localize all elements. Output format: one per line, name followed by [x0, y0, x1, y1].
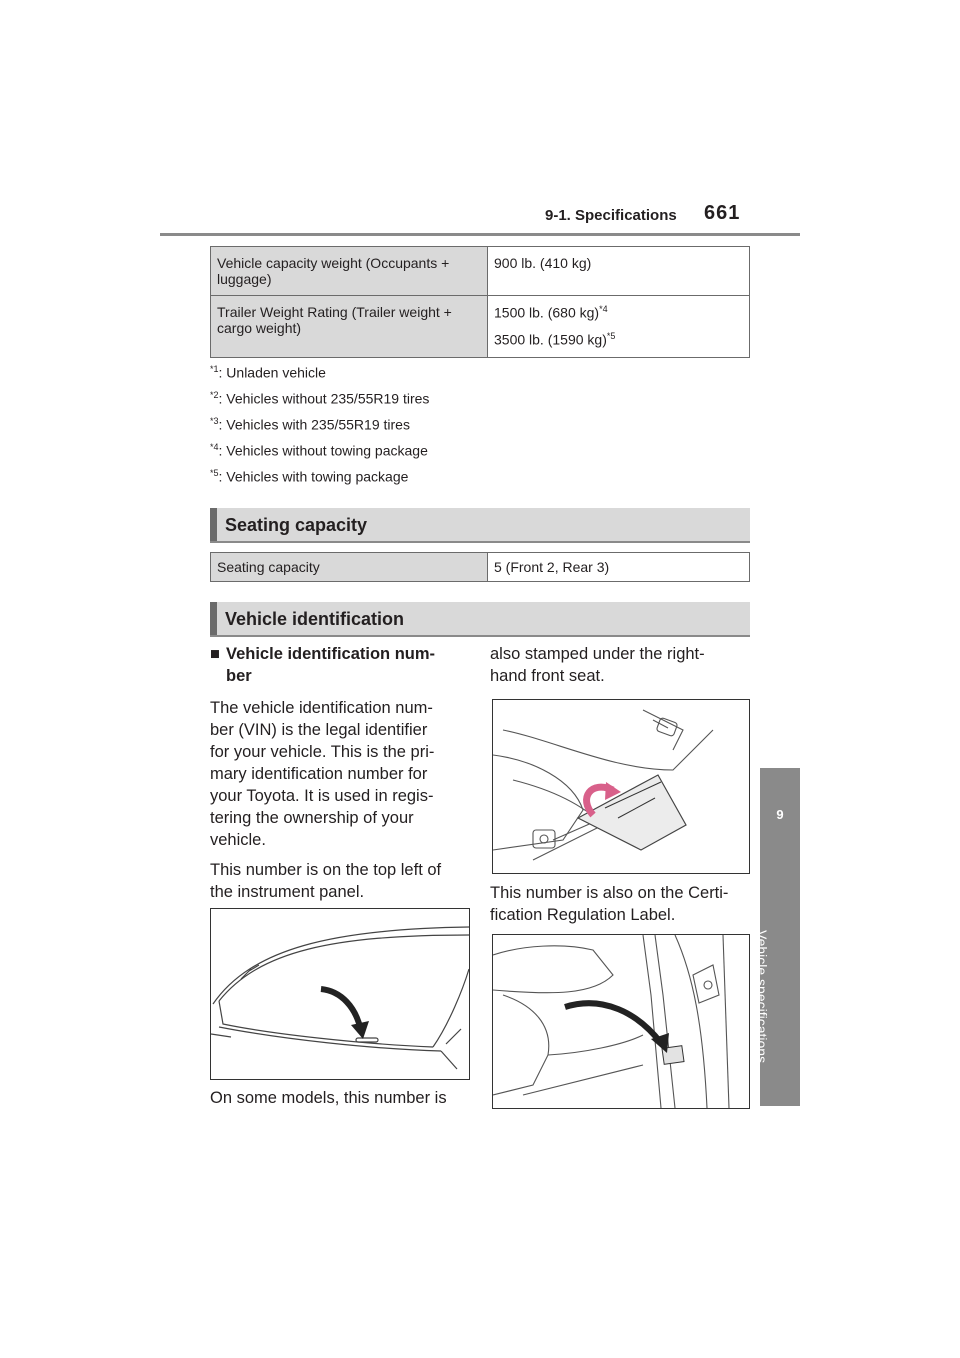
weights-table [210, 246, 750, 358]
bullet-icon: ■ [210, 645, 220, 663]
trailer-rating-1: 1500 lb. (680 kg) [494, 304, 600, 321]
subheading-line: ber [226, 667, 252, 685]
footnote [210, 442, 428, 459]
table-row [211, 296, 750, 358]
left-column [210, 643, 472, 903]
paragraph: On some models, this number is [210, 1089, 447, 1107]
footnote-ref: *5 [606, 330, 616, 341]
table-label-cell: Seating capacity [211, 553, 488, 582]
section-heading-seating: Seating capacity [210, 508, 750, 542]
footnote [210, 364, 326, 381]
table-label-cell: Vehicle capacity weight (Occupants + luggage) [211, 247, 488, 296]
footnote-ref: *4 [599, 304, 608, 314]
chapter-label-text: Vehicle specifications [754, 930, 770, 1064]
under-seat-vin-illustration [492, 699, 750, 874]
section-rule [210, 635, 750, 637]
text-line: for your vehicle. This is the pri- [210, 743, 435, 761]
table-row [211, 553, 750, 582]
under-seat-drawing [493, 700, 749, 873]
windshield-vin-illustration [210, 908, 470, 1080]
footnote [210, 468, 408, 485]
right-column [490, 643, 752, 687]
table-row [211, 247, 750, 296]
text-line: mary identification number for [210, 765, 428, 783]
text-line: The vehicle identification num- [210, 699, 433, 717]
footnote-text: : Vehicles without 235/55R19 tires [218, 390, 430, 407]
text-line: ber (VIN) is the legal identifier [210, 721, 428, 739]
subheading [210, 643, 472, 687]
text-line: also stamped under the right- [490, 645, 705, 663]
text-line: tering the ownership of your [210, 809, 414, 827]
footnote-mark: *2 [210, 390, 219, 400]
footnote-text: : Vehicles without towing package [218, 442, 428, 459]
footnote-text: : Vehicles with 235/55R19 tires [218, 416, 410, 433]
paragraph [490, 882, 752, 926]
footnote [210, 390, 429, 407]
footnote-mark: *3 [210, 416, 219, 426]
text-line: This number is on the top left of [210, 861, 442, 879]
paragraph [490, 643, 752, 687]
certification-label-illustration [492, 934, 750, 1109]
paragraph [210, 859, 472, 903]
section-heading-vehicle-id: Vehicle identification [210, 602, 750, 636]
text-line: This number is also on the Certi- [490, 884, 729, 902]
section-title: 9-1. Specifications [545, 207, 677, 224]
door-pillar-drawing [493, 935, 749, 1108]
footnote [210, 416, 410, 433]
table-value-cell: 900 lb. (410 kg) [488, 247, 750, 296]
text-line: fication Regulation Label. [490, 906, 676, 924]
table-value-cell: 5 (Front 2, Rear 3) [488, 553, 750, 582]
table-label-cell: Trailer Weight Rating (Trailer weight + cargo weight) [211, 296, 488, 358]
page-number: 661 [704, 202, 741, 224]
subheading-line: Vehicle identification num- [226, 645, 436, 663]
header-rule [160, 233, 800, 236]
footnote-text: : Vehicles with towing package [218, 468, 409, 485]
right-column-mid [490, 882, 752, 926]
footnote-mark: *4 [210, 442, 219, 452]
text-line: vehicle. [210, 831, 266, 849]
footnote-text: : Unladen vehicle [218, 364, 326, 381]
paragraph [210, 697, 472, 851]
left-column-bottom [210, 1087, 472, 1109]
table-value-cell [488, 296, 750, 358]
text-line: hand front seat. [490, 667, 605, 685]
footnote-mark: *1 [210, 364, 219, 374]
windshield-drawing [211, 909, 469, 1079]
chapter-number: 9 [776, 807, 784, 822]
text-line: the instrument panel. [210, 883, 365, 901]
section-rule [210, 541, 750, 543]
trailer-rating-2: 3500 lb. (1590 kg) [494, 331, 607, 348]
text-line: your Toyota. It is used in regis- [210, 787, 434, 805]
footnote-mark: *5 [210, 468, 219, 478]
seating-table [210, 552, 750, 582]
